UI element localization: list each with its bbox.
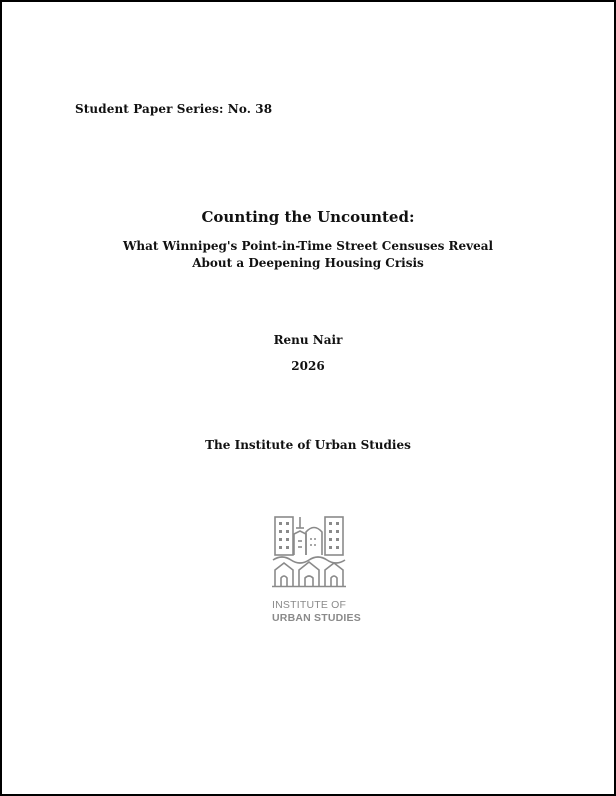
- institute-of-urban-studies-logo-icon: [272, 514, 346, 588]
- subtitle-line-2: About a Deepening Housing Crisis: [192, 256, 424, 270]
- subtitle-line-1: What Winnipeg's Point-in-Time Street Censuses Reveal: [122, 239, 494, 253]
- series-label: Student Paper Series: No. 38: [75, 102, 273, 116]
- logo-line-2: URBAN STUDIES: [272, 612, 361, 624]
- paper-subtitle: [2, 238, 614, 272]
- logo-wordmark: [272, 599, 362, 625]
- institute-name: The Institute of Urban Studies: [205, 438, 411, 452]
- author-name: Renu Nair: [273, 333, 343, 347]
- publication-year: 2026: [291, 359, 325, 373]
- paper-title: Counting the Uncounted:: [201, 208, 415, 226]
- logo-line-1: INSTITUTE OF: [272, 599, 347, 611]
